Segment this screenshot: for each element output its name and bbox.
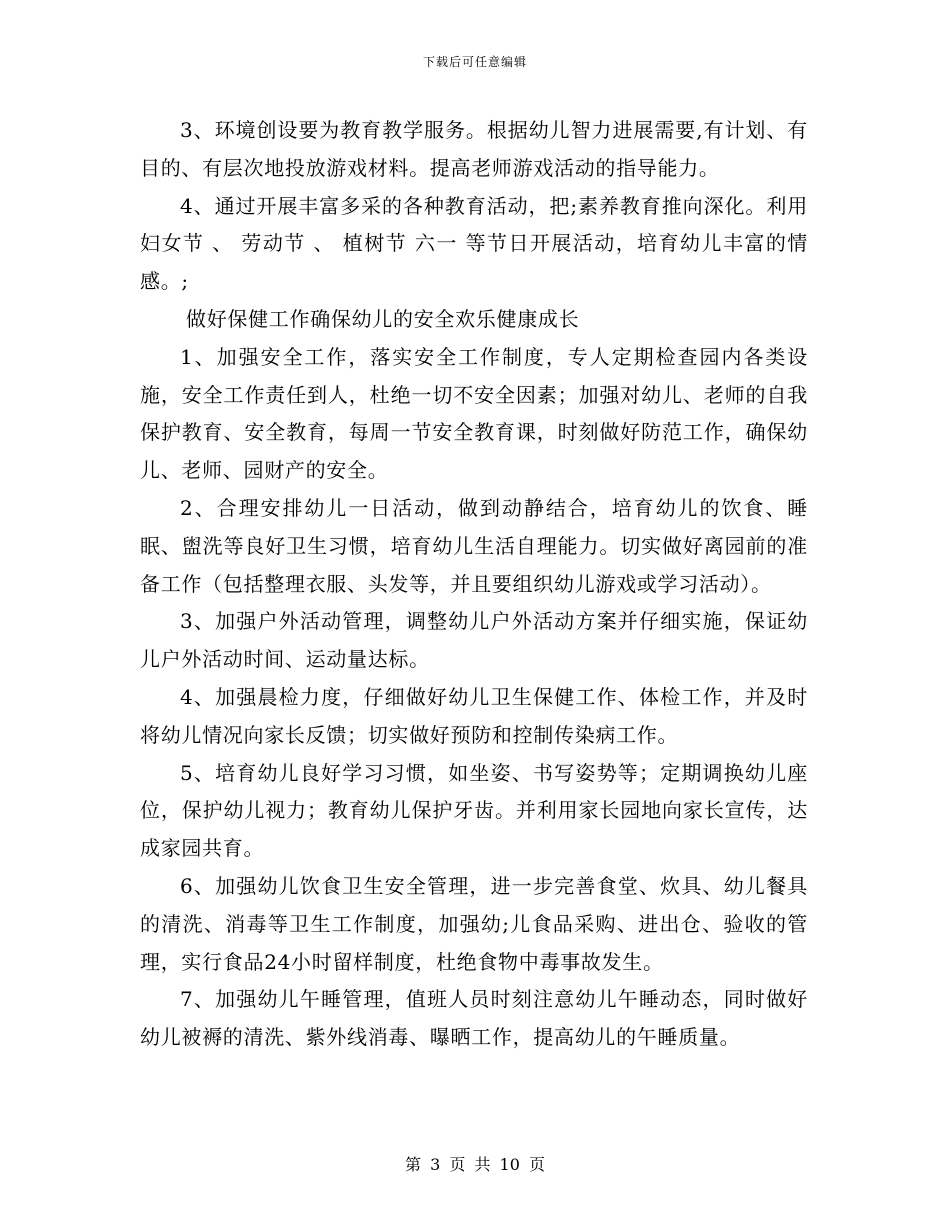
paragraph-safety-work: 1、加强安全工作，落实安全工作制度，专人定期检查园内各类设施，安全工作责任到人，杜绝一切不安全因素；加强对幼儿、老师的自我保护教育、安全教育，每周一节安全教育课，时刻做好防范工作，确保幼儿、老师、园财产的安全。 [140,344,808,483]
page-header: 下载后可任意编辑 [422,55,527,69]
paragraph-education-activities: 4、通过开展丰富多采的各种教育活动，把;素养教育推向深化。利用 妇女节 、 劳动节 、 植树节 六一 等节日开展活动，培育幼儿丰富的情感。; [140,193,808,294]
paragraph-study-habits: 5、培育幼儿良好学习习惯，如坐姿、书写姿势等；定期调换幼儿座位，保护幼儿视力；教育幼儿保护牙齿。并利用家长园地向家长宣传，达成家园共育。 [140,760,808,861]
paragraph-daily-schedule: 2、合理安排幼儿一日活动，做到动静结合，培育幼儿的饮食、睡眠、盥洗等良好卫生习惯，培育幼儿生活自理能力。切实做好离园前的准备工作（包括整理衣服、头发等，并且要组织幼儿游戏或学习活动）。 [140,495,808,596]
page-number-footer: 第 3 页 共 10 页 [405,1155,545,1174]
paragraph-morning-check: 4、加强晨检力度，仔细做好幼儿卫生保健工作、体检工作，并及时将幼儿情况向家长反馈；切实做好预防和控制传染病工作。 [140,684,808,747]
paragraph-food-safety: 6、加强幼儿饮食卫生安全管理，进一步完善食堂、炊具、幼儿餐具的清洗、消毒等卫生工作制度，加强幼;儿食品采购、进出仓、验收的管理，实行食品24小时留样制度，杜绝食物中毒事故发生。 [140,873,808,974]
document-body [140,112,808,1057]
paragraph-outdoor-activities: 3、加强户外活动管理，调整幼儿户外活动方案并仔细实施，保证幼儿户外活动时间、运动量达标。 [140,609,808,672]
paragraph-nap-management: 7、加强幼儿午睡管理，值班人员时刻注意幼儿午睡动态，同时做好幼儿被褥的清洗、紫外线消毒、曝晒工作，提高幼儿的午睡质量。 [140,987,808,1050]
paragraph-env-setup: 3、环境创设要为教育教学服务。根据幼儿智力进展需要,有计划、有目的、有层次地投放游戏材料。提高老师游戏活动的指导能力。 [140,118,808,180]
section-heading-health: 做好保健工作确保幼儿的安全欢乐健康成长 [186,306,580,331]
